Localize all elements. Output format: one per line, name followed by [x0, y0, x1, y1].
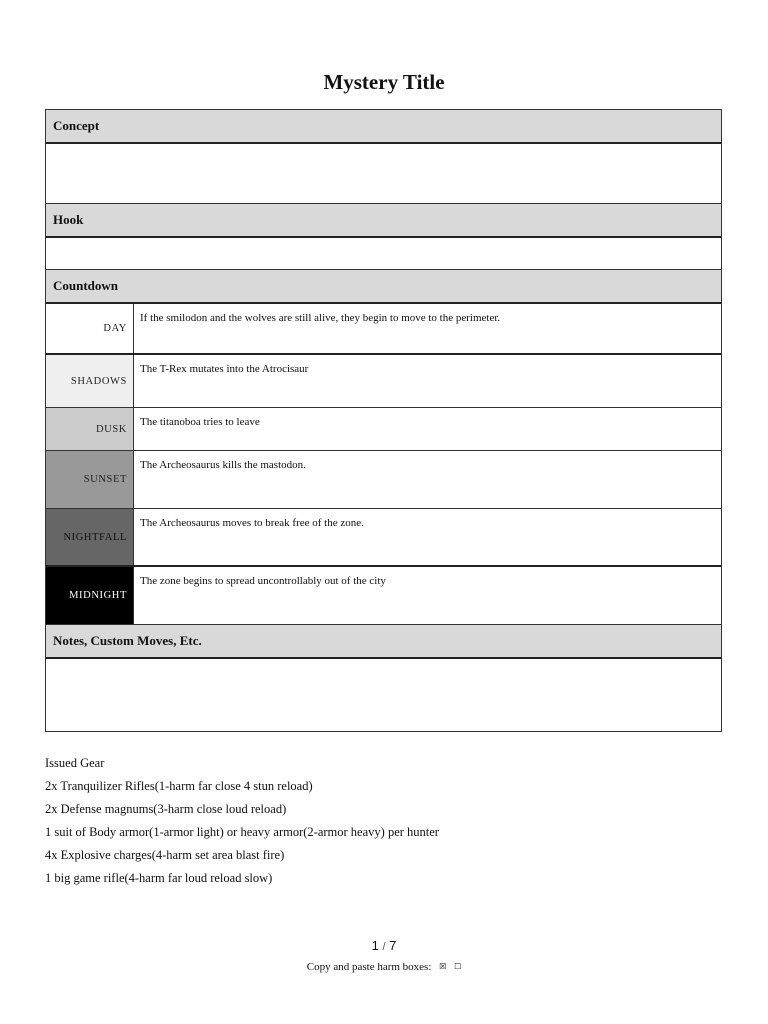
harm-boxes-label: Copy and paste harm boxes: — [306, 961, 432, 973]
harm-box-empty-icon[interactable]: ☐ — [454, 962, 462, 971]
page-current: 1 — [371, 938, 379, 953]
issued-gear-list — [45, 752, 439, 890]
mystery-sheet — [45, 109, 722, 732]
gear-item: 2x Tranquilizer Rifles(1-harm far close 4 stun reload) — [45, 779, 313, 793]
countdown-header — [46, 270, 721, 304]
gear-item: 1 big game rifle(4-harm far loud reload slow) — [45, 871, 273, 885]
countdown-label: Countdown — [53, 278, 119, 293]
page-total: 7 — [389, 938, 397, 953]
hook-label: Hook — [53, 212, 84, 227]
concept-label: Concept — [53, 118, 100, 133]
concept-field[interactable] — [46, 144, 721, 204]
countdown-step-label: DAY — [46, 304, 134, 353]
countdown-step-label: DUSK — [46, 408, 134, 450]
hook-header — [46, 204, 721, 238]
notes-label: Notes, Custom Moves, Etc. — [53, 633, 202, 648]
gear-item: 2x Defense magnums(3-harm close loud reload) — [45, 802, 287, 816]
page-indicator — [0, 938, 768, 953]
page-separator: / — [382, 941, 386, 953]
countdown-step-label: MIDNIGHT — [46, 567, 134, 624]
harm-boxes-line — [0, 961, 768, 973]
gear-heading: Issued Gear — [45, 756, 105, 770]
countdown-step-text[interactable]: The Archeosaurus moves to break free of the zone. — [140, 517, 364, 529]
countdown-step-text[interactable]: The titanoboa tries to leave — [140, 416, 260, 428]
hook-field[interactable] — [46, 238, 721, 270]
gear-item: 1 suit of Body armor(1-armor light) or heavy armor(2-armor heavy) per hunter — [45, 825, 439, 839]
countdown-step-text[interactable]: If the smilodon and the wolves are still alive, they begin to move to the perimeter. — [140, 312, 501, 324]
countdown-row-nightfall — [46, 509, 721, 567]
countdown-step-text[interactable]: The Archeosaurus kills the mastodon. — [140, 459, 306, 471]
countdown-step-label: NIGHTFALL — [46, 509, 134, 565]
countdown-row-dusk — [46, 408, 721, 451]
notes-header — [46, 625, 721, 659]
concept-header — [46, 110, 721, 144]
countdown-row-day — [46, 304, 721, 355]
notes-field[interactable] — [46, 659, 721, 731]
countdown-step-text[interactable]: The T-Rex mutates into the Atrocisaur — [140, 363, 309, 375]
countdown-step-text[interactable]: The zone begins to spread uncontrollably out of the city — [140, 575, 386, 587]
page-title: Mystery Title — [323, 70, 445, 94]
gear-item: 4x Explosive charges(4-harm set area blast fire) — [45, 848, 285, 862]
countdown-step-label: SUNSET — [46, 451, 134, 508]
countdown-row-midnight — [46, 567, 721, 625]
harm-box-filled-icon[interactable]: ☒ — [439, 962, 447, 971]
countdown-row-sunset — [46, 451, 721, 509]
countdown-row-shadows — [46, 355, 721, 408]
countdown-step-label: SHADOWS — [46, 355, 134, 407]
